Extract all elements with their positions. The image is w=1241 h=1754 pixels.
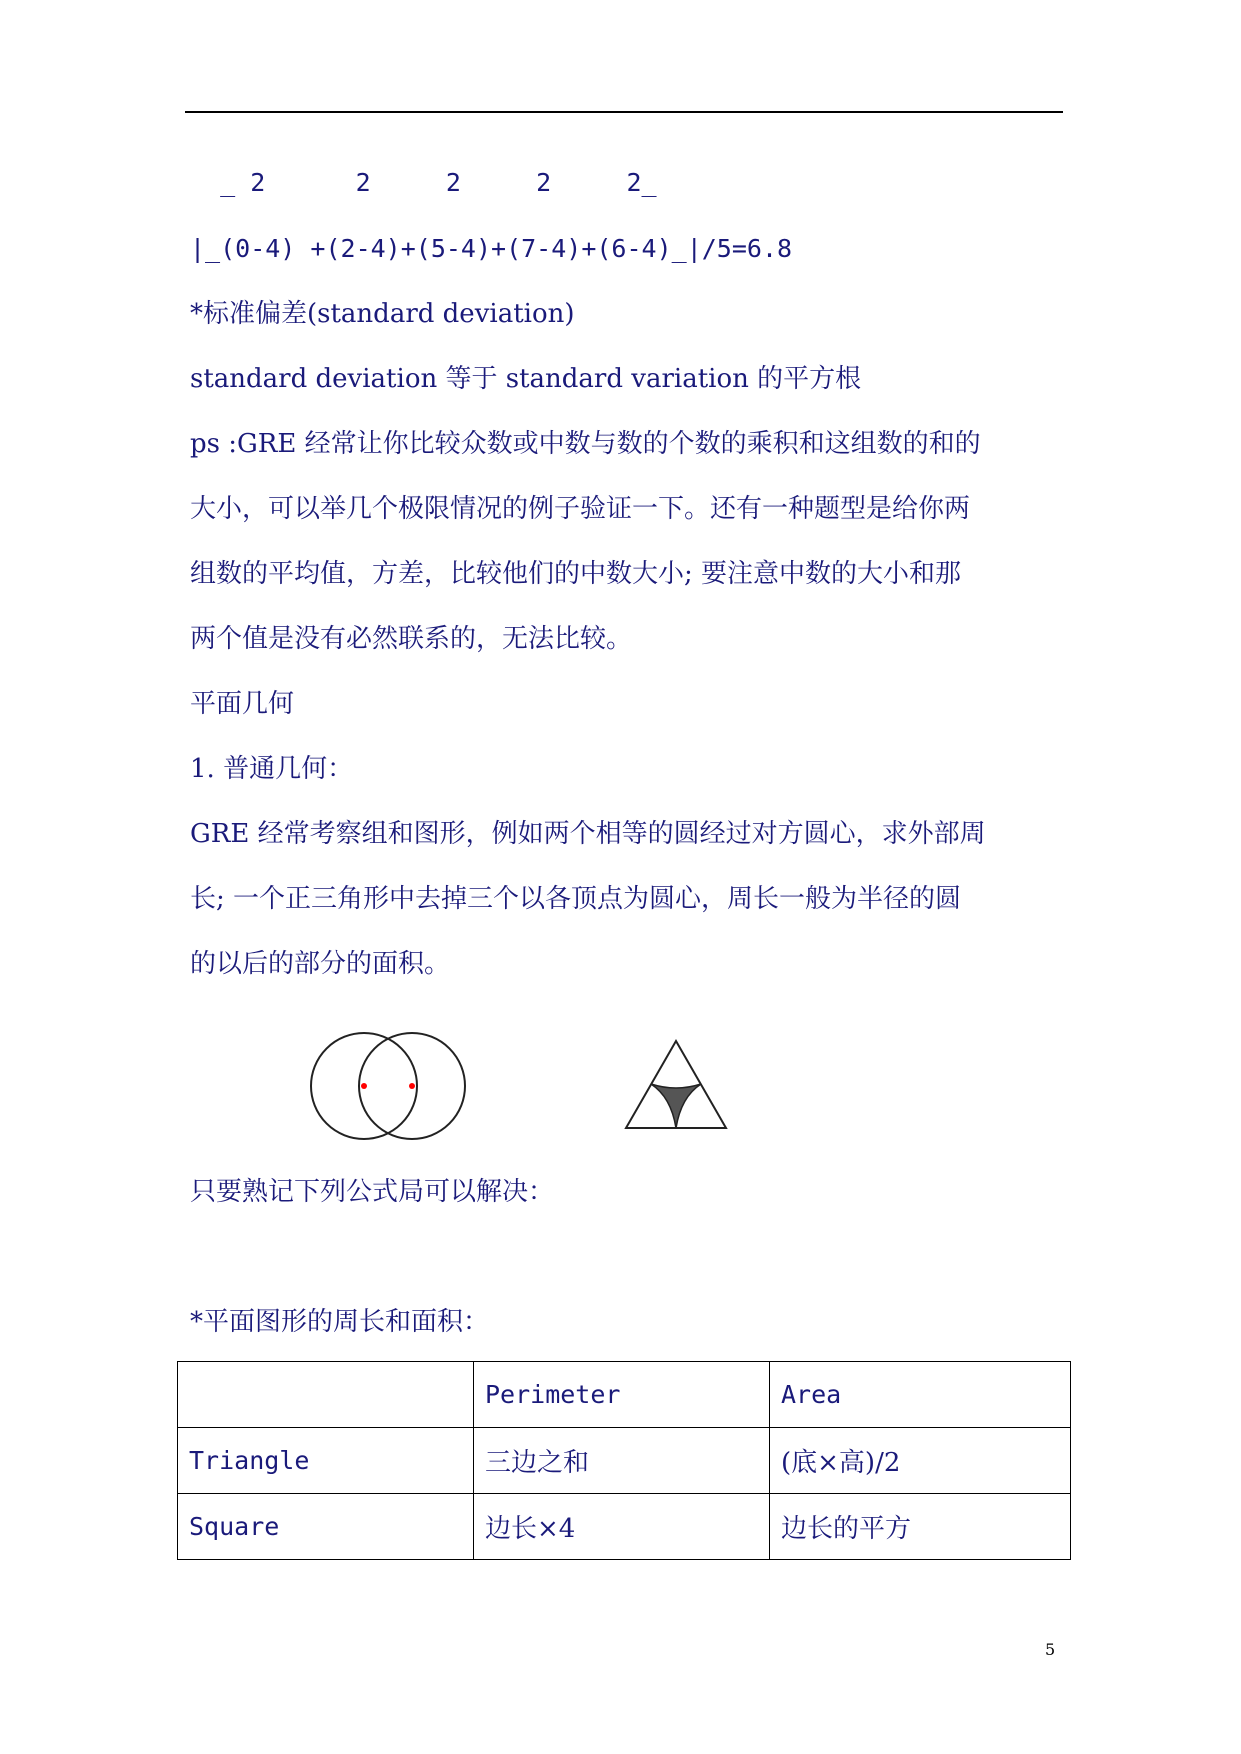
formula-intro: 只要熟记下列公式局可以解决： (190, 1177, 555, 1207)
paragraph-line: ps :GRE 经常让你比较众数或中数与数的个数的乘积和这组数的和的 (190, 429, 981, 459)
triangle-figure (626, 1041, 726, 1128)
left-center-point (361, 1083, 367, 1089)
table-cell: Square (178, 1494, 474, 1560)
subsection-heading: 1. 普通几何： (190, 754, 354, 784)
table-cell: 边长的平方 (770, 1494, 1071, 1560)
shaded-region (651, 1084, 701, 1128)
paragraph-line: 长; 一个正三角形中去掉三个以各顶点为圆心，周长一般为半径的圆 (190, 884, 962, 914)
right-center-point (409, 1083, 415, 1089)
table-cell: (底×高)/2 (770, 1428, 1071, 1494)
std-deviation-heading: *标准偏差(standard deviation) (190, 299, 575, 329)
table-title: *平面图形的周长和面积： (190, 1307, 490, 1337)
table-row (178, 1428, 1071, 1494)
table-header-row (178, 1362, 1071, 1428)
header-rule (185, 111, 1063, 113)
header-cell-area: Area (770, 1362, 1071, 1428)
paragraph-line: 大小，可以举几个极限情况的例子验证一下。还有一种题型是给你两 (190, 494, 971, 524)
paragraph-line: 的以后的部分的面积。 (190, 949, 451, 979)
geometry-figures (300, 1025, 750, 1155)
paragraph-line: GRE 经常考察组和图形，例如两个相等的圆经过对方圆心，求外部周 (190, 819, 986, 849)
table-cell: 边长×4 (474, 1494, 770, 1560)
paragraph-line: 组数的平均值，方差，比较他们的中数大小; 要注意中数的大小和那 (190, 559, 962, 589)
paragraph-line: standard deviation 等于 standard variation 的平方根 (190, 364, 862, 394)
table-row (178, 1494, 1071, 1560)
formula-superscripts: _ 2 2 2 2 2_ (190, 168, 657, 197)
perimeter-area-table (177, 1361, 1071, 1560)
table-cell: Triangle (178, 1428, 474, 1494)
paragraph-line: 两个值是没有必然联系的，无法比较。 (190, 624, 633, 654)
header-cell-empty (178, 1362, 474, 1428)
overlapping-circles-figure (311, 1033, 465, 1139)
formula-expression: |_(0-4) +(2-4)+(5-4)+(7-4)+(6-4)_|/5=6.8 (190, 234, 793, 263)
table-cell: 三边之和 (474, 1428, 770, 1494)
page-number: 5 (1045, 1640, 1056, 1659)
section-heading: 平面几何 (190, 689, 295, 719)
header-cell-perimeter: Perimeter (474, 1362, 770, 1428)
